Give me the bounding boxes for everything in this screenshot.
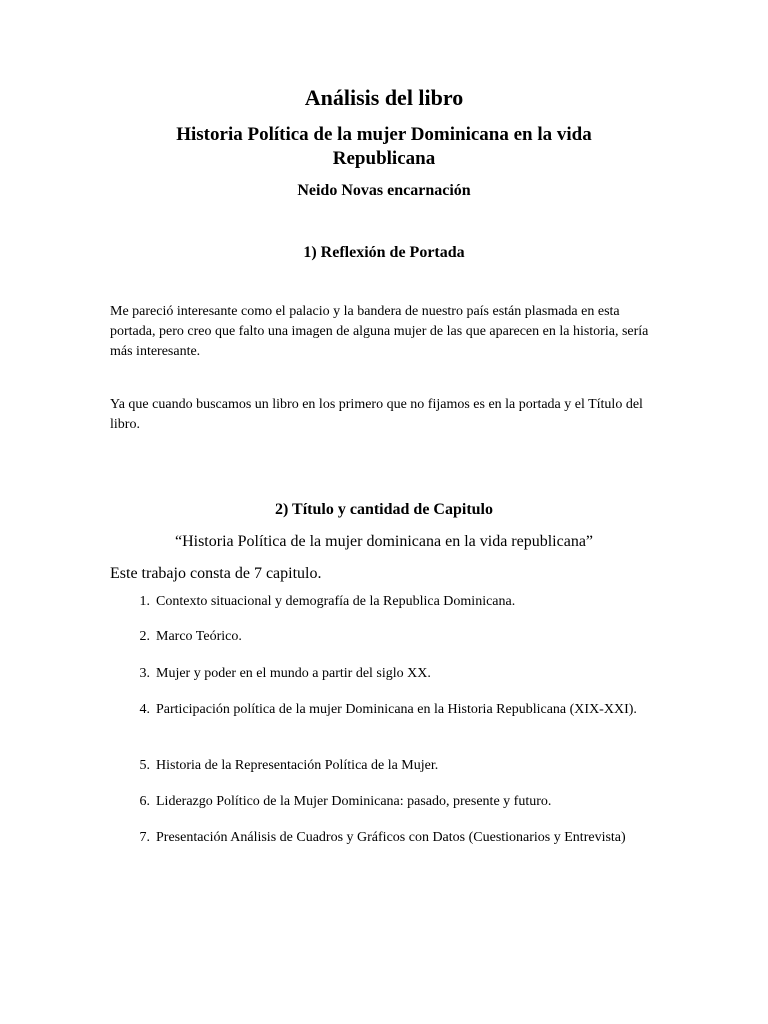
list-item-text: Mujer y poder en el mundo a partir del siglo XX. bbox=[156, 666, 431, 681]
book-title-quote: “Historia Política de la mujer dominicana en la vida republicana” bbox=[174, 533, 594, 550]
document-title: Análisis del libro bbox=[304, 85, 464, 110]
list-item-text: Liderazgo Político de la Mujer Dominicana: pasado, presente y futuro. bbox=[156, 794, 552, 809]
chapters-intro: Este trabajo consta de 7 capitulo. bbox=[110, 565, 322, 582]
document-subtitle: Historia Política de la mujer Dominicana en la vida Republicana bbox=[176, 124, 592, 169]
list-item-text: Presentación Análisis de Cuadros y Gráficos con Datos (Cuestionarios y Entrevista) bbox=[156, 830, 626, 845]
section-heading-cover-reflection: 1) Reflexión de Portada bbox=[303, 244, 465, 261]
list-item-text: Participación política de la mujer Dominicana en la Historia Republicana (XIX-XXI). bbox=[156, 702, 637, 717]
list-item-number: 4. bbox=[139, 702, 150, 717]
list-item-text: Contexto situacional y demografía de la Republica Dominicana. bbox=[156, 594, 516, 609]
section-heading-title-chapters: 2) Título y cantidad de Capitulo bbox=[275, 501, 493, 518]
list-item-number: 3. bbox=[139, 666, 150, 681]
document-author: Neido Novas encarnación bbox=[297, 182, 471, 199]
list-item-text: Historia de la Representación Política de la Mujer. bbox=[156, 758, 439, 773]
list-item-number: 1. bbox=[139, 594, 150, 609]
paragraph: Ya que cuando buscamos un libro en los primero que no fijamos es en la portada y el Título del libro. bbox=[110, 397, 643, 432]
list-item-number: 5. bbox=[139, 758, 150, 773]
list-item-number: 2. bbox=[139, 629, 150, 644]
list-item-text: Marco Teórico. bbox=[156, 629, 242, 644]
list-item-number: 6. bbox=[139, 794, 150, 809]
paragraph: Me pareció interesante como el palacio y la bandera de nuestro país están plasmada en esta portada, pero creo que falto una imagen de alguna mujer de las que aparecen en la historia, sería más interesante. bbox=[110, 304, 649, 359]
list-item-number: 7. bbox=[139, 830, 150, 845]
